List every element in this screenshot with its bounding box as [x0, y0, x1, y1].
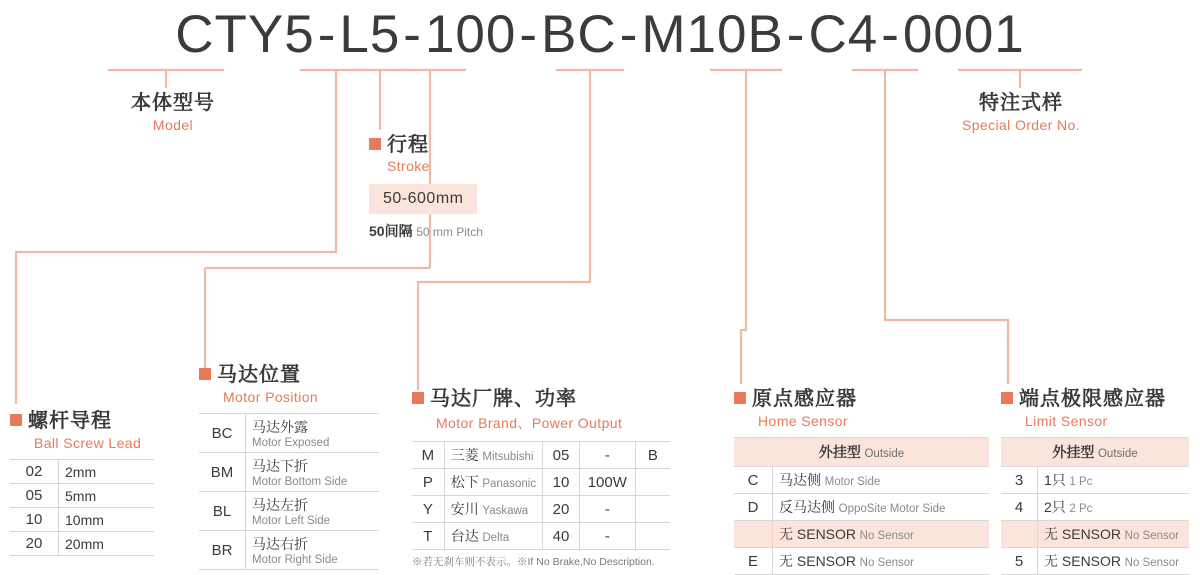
motor-position-cn: 马达外露 — [252, 419, 308, 435]
brake-code: B — [635, 442, 670, 469]
group-motor-position-title-en: Motor Position — [223, 389, 319, 405]
group-limit-sensor-title-en: Limit Sensor — [1025, 413, 1108, 429]
part-separator: - — [881, 5, 900, 64]
home-sensor-cn: 无 SENSOR — [779, 526, 857, 542]
power-code: 20 — [543, 496, 580, 523]
table-row[interactable] — [10, 532, 154, 556]
home-sensor-code — [734, 521, 773, 548]
lead-value: 5mm — [59, 484, 155, 508]
table-row[interactable] — [10, 508, 154, 532]
limit-sensor-cn: 无 SENSOR — [1044, 553, 1122, 569]
group-motor-position — [199, 358, 379, 570]
limit-sensor-en: 1 Pc — [1069, 476, 1093, 488]
table-row[interactable] — [734, 494, 989, 521]
group-motor-brand-power — [412, 382, 670, 569]
group-stroke-title-cn: 行程 — [387, 134, 429, 156]
power-value: - — [579, 496, 635, 523]
motor-position-en: Motor Left Side — [252, 515, 330, 527]
power-value: - — [579, 523, 635, 550]
part-segment-model: CTY5 — [175, 5, 315, 64]
table-home-sensor — [734, 437, 989, 575]
table-row[interactable] — [199, 492, 379, 531]
part-segment-motor-position: BC — [541, 5, 617, 64]
limit-sensor-code — [1001, 521, 1038, 548]
table-row[interactable] — [734, 521, 989, 548]
table-row[interactable] — [1001, 467, 1189, 494]
motor-position-en: Motor Exposed — [252, 437, 330, 449]
brand-code: T — [412, 523, 444, 550]
part-segment-motor-brand: M10B — [641, 5, 784, 64]
lead-code: 10 — [10, 508, 59, 532]
brake-code — [635, 523, 670, 550]
table-row[interactable] — [199, 414, 379, 453]
brand-cn: 台达 — [450, 528, 479, 544]
brand-cn: 松下 — [450, 474, 479, 490]
motor-position-en: Motor Right Side — [252, 554, 338, 566]
limit-sensor-cn: 无 SENSOR — [1044, 526, 1122, 542]
table-row[interactable] — [412, 496, 670, 523]
group-stroke-title-en: Stroke — [387, 158, 430, 174]
motor-position-cn: 马达下折 — [252, 458, 308, 474]
group-limit-sensor-title-cn: 端点极限感应器 — [1019, 388, 1166, 410]
home-sensor-en: No Sensor — [859, 530, 914, 542]
lead-value: 2mm — [59, 460, 155, 484]
group-model — [108, 86, 238, 133]
limit-sensor-cn: 1只 — [1044, 472, 1066, 488]
stroke-pitch-en: 50 mm Pitch — [416, 225, 483, 239]
group-special-order — [950, 86, 1092, 133]
brake-code — [635, 469, 670, 496]
bullet-square-icon — [199, 368, 211, 380]
part-separator: - — [519, 5, 539, 64]
table-row[interactable] — [734, 548, 989, 575]
brand-code: P — [412, 469, 444, 496]
table-row[interactable] — [199, 531, 379, 570]
home-sensor-cn: 马达侧 — [779, 472, 821, 488]
group-model-title-cn: 本体型号 — [131, 92, 215, 114]
brand-en: Delta — [482, 532, 510, 544]
table-row[interactable] — [1001, 548, 1189, 575]
home-sensor-code: E — [734, 548, 773, 575]
power-code: 10 — [543, 469, 580, 496]
bullet-square-icon — [10, 414, 22, 426]
lead-value: 10mm — [59, 508, 155, 532]
table-header-row — [734, 438, 989, 467]
table-row[interactable] — [10, 460, 154, 484]
table-row[interactable] — [1001, 521, 1189, 548]
bullet-square-icon — [1001, 392, 1013, 404]
group-ball-screw-lead — [10, 404, 154, 556]
brand-en: Mitsubishi — [482, 451, 534, 463]
brand-code: M — [412, 442, 444, 469]
limit-sensor-code: 3 — [1001, 467, 1038, 494]
limit-sensor-en: No Sensor — [1124, 557, 1179, 569]
power-value: - — [579, 442, 635, 469]
limit-sensor-en: No Sensor — [1124, 530, 1179, 542]
lead-code: 05 — [10, 484, 59, 508]
motor-position-cn: 马达右折 — [252, 536, 308, 552]
home-sensor-code: D — [734, 494, 773, 521]
group-special-order-title-cn: 特注式样 — [979, 92, 1063, 114]
motor-position-en: Motor Bottom Side — [252, 476, 348, 488]
stroke-pitch-note — [369, 221, 483, 241]
group-motor-position-title-cn: 马达位置 — [217, 364, 301, 386]
motor-position-cn: 马达左折 — [252, 497, 308, 513]
home-sensor-en: OppoSite Motor Side — [838, 503, 946, 515]
bullet-square-icon — [369, 138, 381, 150]
part-separator: - — [786, 5, 806, 64]
limit-sensor-cn: 2只 — [1044, 499, 1066, 515]
limit-sensor-header-en: Outside — [1097, 448, 1138, 460]
limit-sensor-code: 4 — [1001, 494, 1038, 521]
stroke-pitch-cn: 50间隔 — [369, 223, 413, 239]
table-motor-brand-power — [412, 441, 670, 550]
part-segment-lead: L5 — [339, 5, 401, 64]
power-value: 100W — [579, 469, 635, 496]
group-home-sensor-title-en: Home Sensor — [758, 413, 848, 429]
motor-position-code: BL — [199, 492, 246, 531]
table-motor-position — [199, 413, 379, 570]
group-model-title-en: Model — [152, 117, 194, 133]
part-segment-stroke: 100 — [424, 5, 517, 64]
table-ball-screw-lead — [10, 459, 154, 556]
lead-code: 20 — [10, 532, 59, 556]
brand-code: Y — [412, 496, 444, 523]
part-separator: - — [619, 5, 639, 64]
motor-position-code: BM — [199, 453, 246, 492]
group-motor-brand-title-en: Motor Brand、Power Output — [436, 415, 623, 431]
table-row[interactable] — [412, 442, 670, 469]
home-sensor-en: No Sensor — [859, 557, 914, 569]
limit-sensor-code: 5 — [1001, 548, 1038, 575]
brand-en: Panasonic — [482, 478, 537, 490]
home-sensor-en: Motor Side — [824, 476, 881, 488]
bullet-square-icon — [734, 392, 746, 404]
table-row[interactable] — [412, 523, 670, 550]
group-home-sensor — [734, 382, 989, 575]
home-sensor-header-en: Outside — [864, 448, 905, 460]
power-code: 40 — [543, 523, 580, 550]
home-sensor-cn: 反马达侧 — [779, 499, 835, 515]
group-limit-sensor — [1001, 382, 1189, 575]
table-row[interactable] — [199, 453, 379, 492]
table-row[interactable] — [412, 469, 670, 496]
group-stroke — [369, 128, 483, 241]
table-row[interactable] — [734, 467, 989, 494]
part-number — [0, 4, 1200, 65]
group-lead-title-cn: 螺杆导程 — [28, 410, 112, 432]
part-separator: - — [403, 5, 422, 64]
brand-cn: 三菱 — [450, 447, 479, 463]
table-row[interactable] — [1001, 494, 1189, 521]
table-limit-sensor — [1001, 437, 1189, 575]
home-sensor-header-cn: 外挂型 — [818, 444, 861, 460]
home-sensor-cn: 无 SENSOR — [779, 553, 857, 569]
stroke-range-box: 50-600mm — [369, 184, 477, 214]
limit-sensor-header-cn: 外挂型 — [1052, 444, 1095, 460]
motor-brand-footnote: ※若无刹车则不表示。※If No Brake,No Description. — [412, 556, 655, 568]
brake-code — [635, 496, 670, 523]
part-segment-home-sensor: C4 — [808, 5, 879, 64]
home-sensor-code: C — [734, 467, 773, 494]
group-home-sensor-title-cn: 原点感应器 — [752, 388, 857, 410]
group-special-order-title-en: Special Order No. — [961, 117, 1081, 133]
table-row[interactable] — [10, 484, 154, 508]
group-lead-title-en: Ball Screw Lead — [34, 435, 142, 451]
bullet-square-icon — [412, 392, 424, 404]
brand-cn: 安川 — [450, 501, 479, 517]
table-header-row — [1001, 438, 1189, 467]
power-code: 05 — [543, 442, 580, 469]
limit-sensor-en: 2 Pc — [1069, 503, 1093, 515]
motor-position-code: BC — [199, 414, 246, 453]
brand-en: Yaskawa — [482, 505, 529, 517]
lead-code: 02 — [10, 460, 59, 484]
part-separator: - — [317, 5, 337, 64]
motor-position-code: BR — [199, 531, 246, 570]
group-motor-brand-title-cn: 马达厂牌、功率 — [430, 388, 577, 410]
lead-value: 20mm — [59, 532, 155, 556]
part-segment-limit-sensor: 0001 — [902, 5, 1025, 64]
